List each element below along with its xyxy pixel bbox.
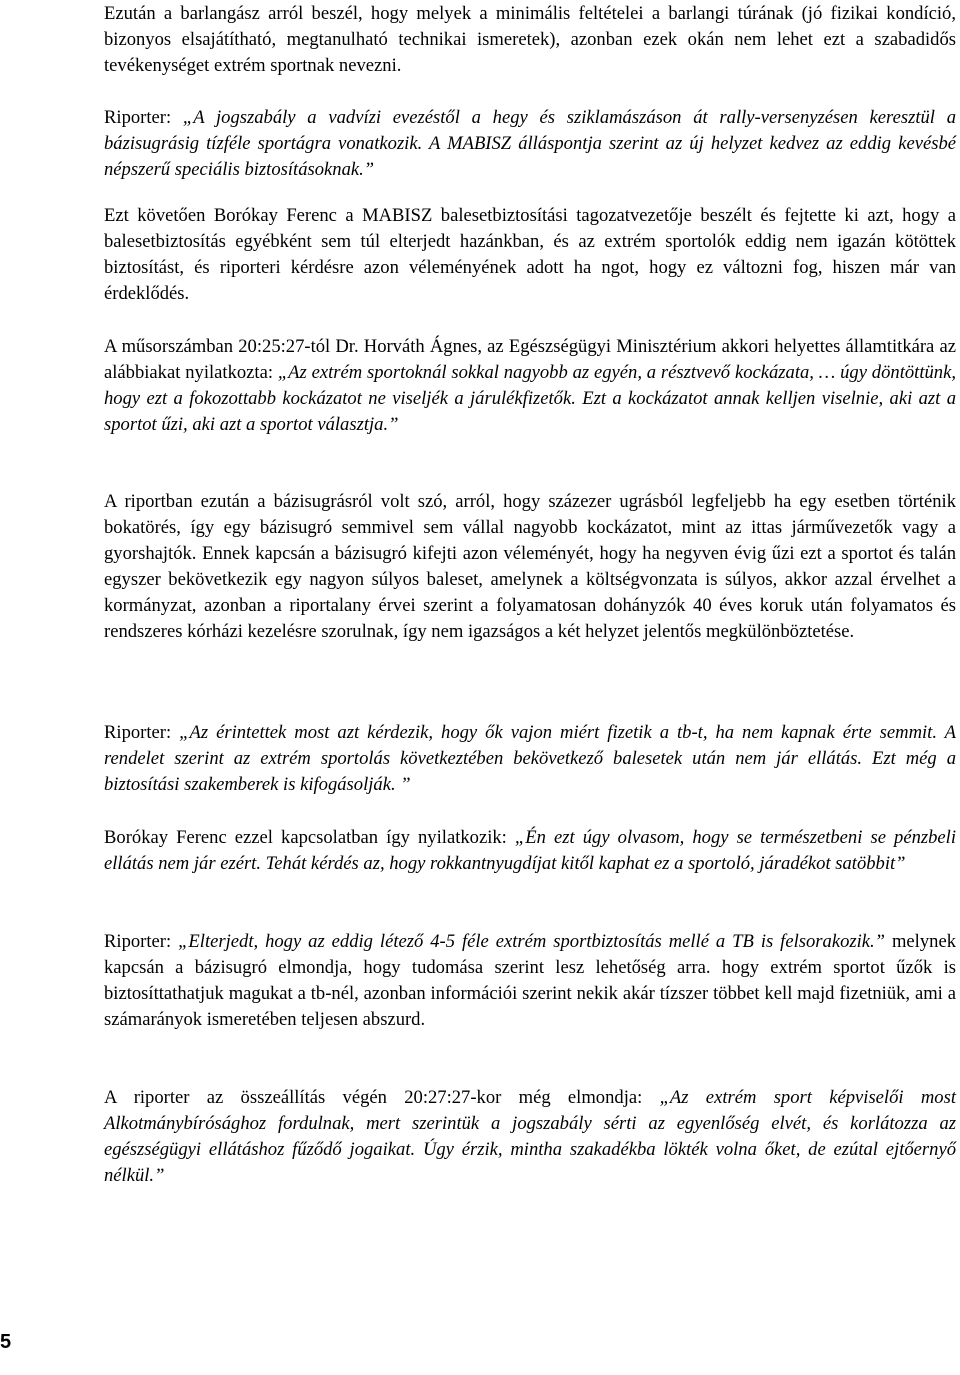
- paragraph-2: [104, 105, 956, 183]
- paragraph-8-text: melynek kapcsán a bázisugró elmondja, hogy tudomása szerint lesz lehetőség arra. hogy extrém sportot űzők is biztosíttathatjuk magukat a tb-nél, azonban információi szerint nekik akár tízszer többet kell majd fizetniük, ami a számarányok ismeretében teljesen abszurd.: [104, 931, 956, 1030]
- paragraph-2-speaker: Riporter:: [104, 107, 183, 128]
- paragraph-1: [104, 1, 956, 79]
- paragraph-8: [104, 929, 956, 1033]
- paragraph-6-quote: „Az érintettek most azt kérdezik, hogy ők vajon miért fizetik a tb-t, ha nem kapnak érte semmit. A rendelet szerint az extrém sportolás következtében bekövetkező balesetek után nem jár ellátás. Ezt még a biztosítási szakemberek is kifogásolják. ”: [104, 722, 956, 795]
- paragraph-9: [104, 1085, 956, 1189]
- paragraph-7-quote: „Én ezt úgy olvasom, hogy se természetbeni se pénzbeli ellátás nem jár ezért. Tehát kérdés az, hogy rokkantnyugdíjat kitől kaphat ez a sportoló, járadékot satöbbit”: [104, 827, 956, 874]
- paragraph-3: [104, 203, 956, 307]
- paragraph-7-text: Borókay Ferenc ezzel kapcsolatban így nyilatkozik:: [104, 827, 515, 848]
- paragraph-4-quote: „Az extrém sportoknál sokkal nagyobb az egyén, a résztvevő kockázata, … úgy döntöttünk, hogy ezt a fokozottabb kockázatot ne viseljék a járulékfizetők. Ezt a kockázatot annak kelljen viselnie, aki azt a sportot űzi, aki azt a sportot választja.”: [104, 362, 956, 435]
- paragraph-1-text: Ezután a barlangász arról beszél, hogy melyek a minimális feltételei a barlangi túrának (jó fizikai kondíció, bizonyos elsajátítható, megtanulható technikai ismeretek), azonban ezek okán nem lehet ezt a szabadidős tevékenységet extrém sportnak nevezni.: [104, 3, 956, 76]
- paragraph-9-text: A riporter az összeállítás végén 20:27:27-kor még elmondja:: [104, 1087, 660, 1108]
- paragraph-4: [104, 334, 956, 438]
- paragraph-9-quote: „Az extrém sport képviselői most Alkotmánybírósághoz fordulnak, mert szerintük a jogszabály sérti az egyenlőség elvét, és korlátozza az egészségügyi ellátáshoz fűződő jogaikat. Úgy érzik, mintha szakadékba lökték volna őket, de ezútal ejtőernyő nélkül.”: [104, 1087, 956, 1186]
- paragraph-2-quote: „A jogszabály a vadvízi evezéstől a hegy és sziklamászáson át rally-versenyzésen keresztül a bázisugrásig tízféle sportágra vonatkozik. A MABISZ álláspontja szerint az új helyzet kedvez az eddig kevésbé népszerű speciális biztosításoknak.”: [104, 107, 956, 180]
- paragraph-8-speaker: Riporter:: [104, 931, 179, 952]
- paragraph-6-speaker: Riporter:: [104, 722, 180, 743]
- paragraph-6: [104, 720, 956, 798]
- page-number: 5: [0, 1331, 12, 1353]
- paragraph-5: [104, 489, 956, 645]
- paragraph-8-quote: „Elterjedt, hogy az eddig létező 4-5 féle extrém sportbiztosítás mellé a TB is felsorakozik.”: [178, 931, 886, 952]
- paragraph-3-text: Ezt követően Borókay Ferenc a MABISZ balesetbiztosítási tagozatvezetője beszélt és fejtette ki azt, hogy a balesetbiztosítás egyébként sem túl elterjedt hazánkban, és az extrém sportolók eddig nem igazán kötöttek biztosítást, és riporteri kérdésre azon véleményének adott ha ngot, hogy ez változni fog, hiszen már van érdeklődés.: [104, 205, 956, 304]
- paragraph-4-text: A műsorszámban 20:25:27-tól Dr. Horváth Ágnes, az Egészségügyi Minisztérium akkori helyettes államtitkára az alábbiakat nyilatkozta:: [104, 336, 956, 383]
- paragraph-5-text: A riportban ezután a bázisugrásról volt szó, arról, hogy százezer ugrásból legfeljebb ha egy esetben történik bokatörés, így egy bázisugró semmivel sem vállal nagyobb kockázatot, mint az ittas járművezetők vagy a gyorshajtók. Ennek kapcsán a bázisugró kifejti azon véleményét, hogy ha negyven évig űzi ezt a sportot és talán egyszer bekövetkezik egy nagyon súlyos baleset, amelynek a költségvonzata is súlyos, akkor azzal érvelhet a kormányzat, azonban a riportalany érvei szerint a folyamatosan dohányzók 40 éves koruk után folyamatos és rendszeres kórházi kezelésre szorulnak, így nem igazságos a két helyzet jelentős megkülönböztetése.: [104, 491, 956, 642]
- paragraph-7: [104, 825, 956, 877]
